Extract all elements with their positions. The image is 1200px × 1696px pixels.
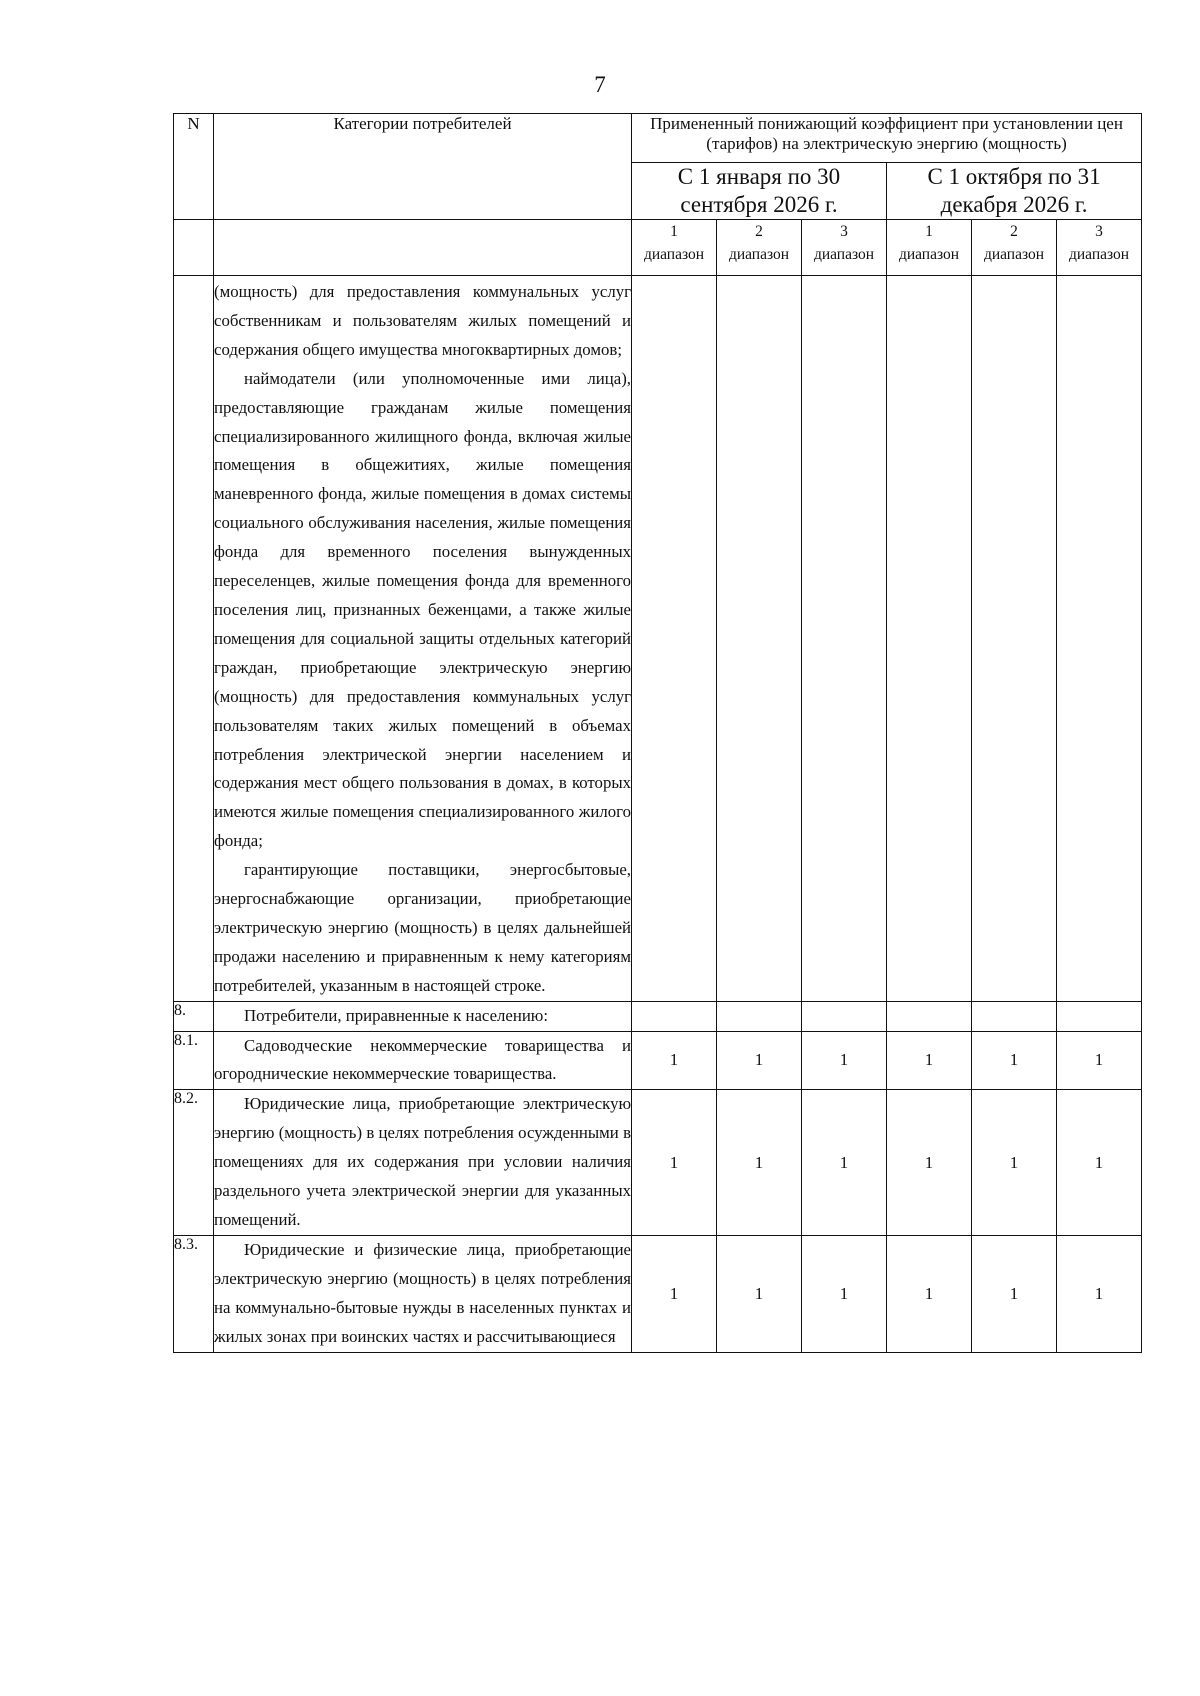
- row-paragraph: наймодатели (или уполномоченные ими лица), предоставляющие гражданам жилые помещения специализированного жилищного фонда, включая жилые помещения в общежитиях, жилые помещения маневренного фонда, жилые помещения в домах системы социального обслуживания населения, жилые помещения фонда для временного поселения вынужденных переселенцев, жилые помещения фонда для временного поселения лиц, признанных беженцами, а также жилые помещения для социальной защиты отдельных категорий граждан, приобретающие электрическую энергию (мощность) для предоставления коммунальных услуг пользователям таких жилых помещений в объемах потребления электрической энергии населением и содержания мест общего пользования в домах, в которых имеются жилые помещения специализированного жилого фонда;: [214, 368, 631, 851]
- row-description: [214, 1001, 632, 1031]
- band-header: [972, 220, 1057, 276]
- row-number: 8.3.: [174, 1235, 214, 1352]
- coefficient-cell: [802, 1001, 887, 1031]
- header-period-1: С 1 января по 30 сентября 2026 г.: [632, 163, 887, 220]
- header-category-blank: [214, 220, 632, 276]
- coefficient-cell: [632, 276, 717, 1002]
- row-description: [214, 1031, 632, 1090]
- coefficient-cell: 1: [972, 1235, 1057, 1352]
- coefficient-cell: [1057, 276, 1142, 1002]
- row-paragraph: Потребители, приравненные к населению:: [244, 1005, 548, 1025]
- band-header: [1057, 220, 1142, 276]
- band-header: [632, 220, 717, 276]
- row-number: 8.1.: [174, 1031, 214, 1090]
- coefficient-cell: 1: [972, 1031, 1057, 1090]
- band-word: диапазон: [813, 246, 875, 263]
- row-description: [214, 1090, 632, 1236]
- tariff-coefficient-table: [173, 113, 1142, 1353]
- table-row: [174, 1001, 1142, 1031]
- band-number: 2: [1010, 223, 1018, 240]
- band-word: диапазон: [1068, 246, 1130, 263]
- header-period-2: С 1 октября по 31 декабря 2026 г.: [887, 163, 1142, 220]
- band-header: [717, 220, 802, 276]
- coefficient-cell: [802, 276, 887, 1002]
- coefficient-cell: 1: [802, 1090, 887, 1236]
- header-n-blank: [174, 220, 214, 276]
- coefficient-cell: 1: [802, 1031, 887, 1090]
- row-description: [214, 1235, 632, 1352]
- coefficient-cell: 1: [717, 1090, 802, 1236]
- coefficient-cell: [887, 276, 972, 1002]
- coefficient-cell: [887, 1001, 972, 1031]
- coefficient-cell: 1: [717, 1235, 802, 1352]
- page-number: 7: [594, 72, 606, 97]
- band-word: диапазон: [898, 246, 960, 263]
- coefficient-cell: 1: [632, 1031, 717, 1090]
- band-header: [887, 220, 972, 276]
- band-number: 3: [840, 223, 848, 240]
- row-paragraph: Садоводческие некоммерческие товарищества и огороднические некоммерческие товарищества.: [214, 1035, 631, 1084]
- coefficient-cell: 1: [632, 1090, 717, 1236]
- row-paragraph: Юридические лица, приобретающие электрическую энергию (мощность) в целях потребления осужденными в помещениях для их содержания при условии наличия раздельного учета электрической энергии для указанных помещений.: [214, 1094, 631, 1229]
- band-number: 2: [755, 223, 763, 240]
- table-row: [174, 1090, 1142, 1236]
- coefficient-cell: 1: [1057, 1090, 1142, 1236]
- row-description: [214, 276, 632, 1002]
- coefficient-cell: 1: [887, 1235, 972, 1352]
- band-number: 1: [670, 223, 678, 240]
- coefficient-cell: 1: [972, 1090, 1057, 1236]
- coefficient-cell: [717, 276, 802, 1002]
- table-row: [174, 276, 1142, 1002]
- header-n: N: [174, 114, 214, 220]
- coefficient-cell: 1: [802, 1235, 887, 1352]
- coefficient-cell: 1: [887, 1031, 972, 1090]
- coefficient-cell: 1: [1057, 1031, 1142, 1090]
- coefficient-cell: [717, 1001, 802, 1031]
- header-coefficient: Примененный понижающий коэффициент при установлении цен (тарифов) на электрическую энергию (мощность): [632, 114, 1142, 163]
- coefficient-cell: [972, 1001, 1057, 1031]
- row-paragraph: гарантирующие поставщики, энергосбытовые, энергоснабжающие организации, приобретающие электрическую энергию (мощность) в целях дальнейшей продажи населению и приравненным к нему категориям потребителей, указанным в настоящей строке.: [214, 860, 631, 995]
- row-number: [174, 276, 214, 1002]
- band-word: диапазон: [983, 246, 1045, 263]
- table-row: [174, 1235, 1142, 1352]
- coefficient-cell: 1: [887, 1090, 972, 1236]
- coefficient-cell: [1057, 1001, 1142, 1031]
- band-word: диапазон: [643, 246, 705, 263]
- table-row: [174, 1031, 1142, 1090]
- coefficient-cell: [972, 276, 1057, 1002]
- coefficient-cell: 1: [717, 1031, 802, 1090]
- band-word: диапазон: [728, 246, 790, 263]
- band-header: [802, 220, 887, 276]
- band-number: 1: [925, 223, 933, 240]
- header-category: Категории потребителей: [214, 114, 632, 220]
- coefficient-cell: 1: [632, 1235, 717, 1352]
- row-number: 8.2.: [174, 1090, 214, 1236]
- row-paragraph: (мощность) для предоставления коммунальных услуг собственникам и пользователям жилых помещений и содержания общего имущества многоквартирных домов;: [214, 282, 631, 359]
- row-number: 8.: [174, 1001, 214, 1031]
- row-paragraph: Юридические и физические лица, приобретающие электрическую энергию (мощность) в целях потребления на коммунально-бытовые нужды в населенных пунктах и жилых зонах при воинских частях и рассчитывающиеся: [214, 1239, 631, 1346]
- coefficient-cell: 1: [1057, 1235, 1142, 1352]
- coefficient-cell: [632, 1001, 717, 1031]
- band-number: 3: [1095, 223, 1103, 240]
